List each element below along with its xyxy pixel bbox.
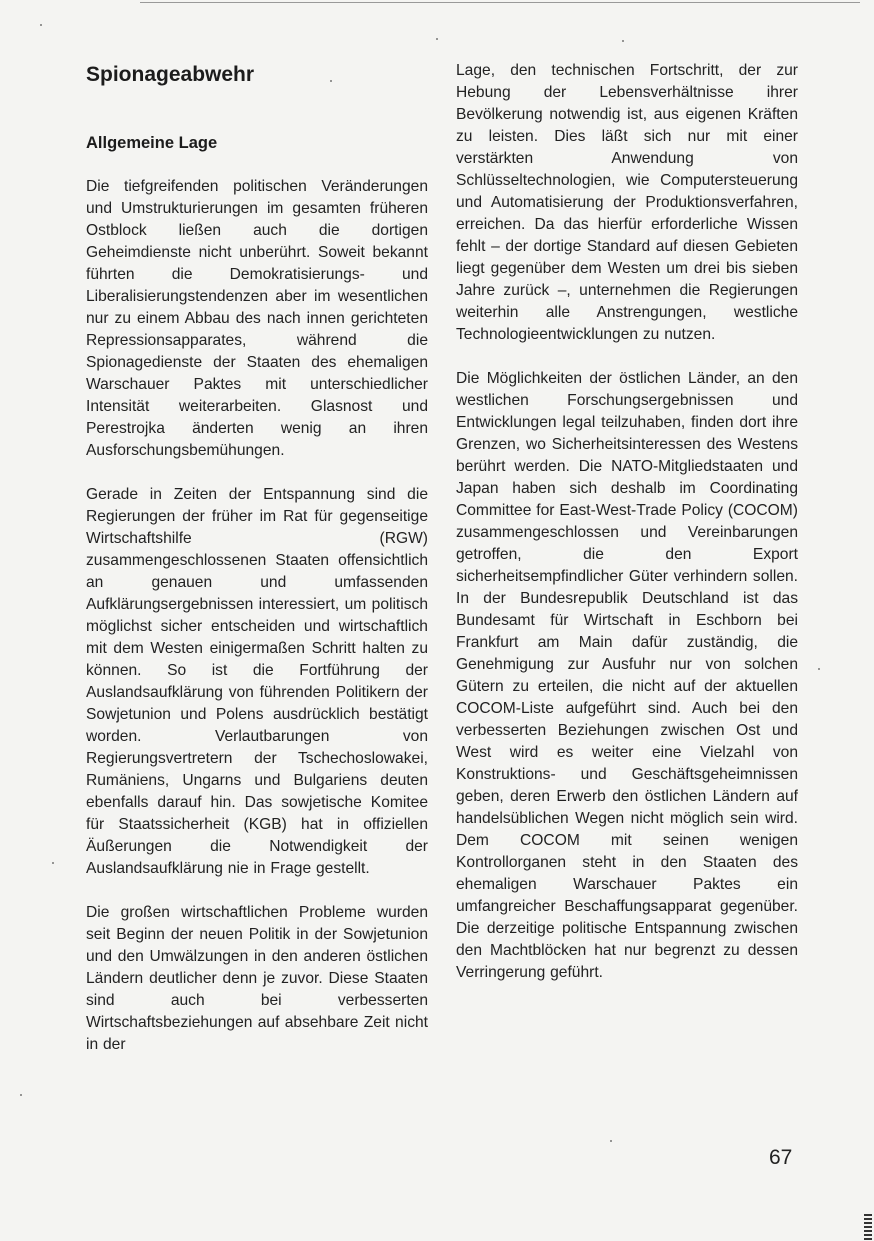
body-paragraph: Die großen wirtschaftlichen Probleme wurden seit Beginn der neuen Politik in der Sowjetunion und den Umwälzungen in den anderen östlichen Ländern deutlicher denn je zuvor. Diese Staaten sind auch bei verbesserten Wirtschaftsbeziehungen auf absehbare Zeit nicht in der <box>86 904 428 1053</box>
scan-speck <box>436 38 438 40</box>
scan-speck <box>52 862 54 864</box>
section-heading: Spionageabwehr <box>86 63 255 86</box>
subsection-heading: Allgemeine Lage <box>86 134 218 152</box>
body-paragraph: Die tiefgreifenden politischen Veränderungen und Umstrukturierungen im gesamten früheren Ostblock ließen auch die dortigen Geheimdienste nicht unberührt. Soweit bekannt führten die Demokratisierungs- und Liberalisierungstendenzen aber im wesentlichen nur zu einem Abbau des nach innen gerichteten Repressionsapparates, während die Spionagedienste der Staaten des ehemaligen Warschauer Paktes mit unterschiedlicher Intensität weiterarbeiten. Glasnost und Perestrojka änderten wenig an ihren Ausforschungsbemühungen. <box>86 178 428 459</box>
scan-speck <box>818 668 820 670</box>
scan-speck <box>622 40 624 42</box>
body-paragraph: Gerade in Zeiten der Entspannung sind die Regierungen der früher im Rat für gegenseitige Wirtschaftshilfe (RGW) zusammengeschlossenen Staaten offensichtlich an genauen und umfassenden Aufklärungsergebnissen interessiert, um politisch möglichst sicher entscheiden und wirtschaftlich mit dem Westen einigermaßen Schritt halten zu können. So ist die Fortführung der Auslandsaufklärung von führenden Politikern der Sowjetunion und Polens ausdrücklich bestätigt worden. Verlautbarungen von Regierungsvertretern der Tschechoslowakei, Rumäniens, Ungarns und Bulgariens deuten ebenfalls darauf hin. Das sowjetische Komitee für Staatssicherheit (KGB) hat in offiziellen Äußerungen die Notwendigkeit der Auslandsaufklärung nie in Frage gestellt. <box>86 486 428 877</box>
page-number: 67 <box>769 1146 793 1169</box>
scan-speck <box>330 80 332 82</box>
left-column <box>86 60 428 1056</box>
scan-edge-mark <box>864 1214 872 1240</box>
scan-speck <box>610 1140 612 1142</box>
right-column <box>456 60 798 984</box>
body-paragraph-continued: Lage, den technischen Fortschritt, der zur Hebung der Lebensverhältnisse ihrer Bevölkerung notwendig ist, aus eigenen Kräften zu leisten. Dies läßt sich nur mit einer verstärkten Anwendung von Schlüsseltechnologien, wie Computersteuerung und Automatisierung der Produktionsverfahren, erreichen. Da das hierfür erforderliche Wissen fehlt – der dortige Standard auf diesen Gebieten liegt gegenüber dem Westen um drei bis sieben Jahre zurück –, unternehmen die Regierungen weiterhin alle Anstrengungen, westliche Technologieentwicklungen zu nutzen. <box>456 62 798 343</box>
scan-speck <box>20 1094 22 1096</box>
scan-speck <box>40 24 42 26</box>
top-rule <box>140 2 860 3</box>
body-paragraph: Die Möglichkeiten der östlichen Länder, an den westlichen Forschungsergebnissen und Entwicklungen legal teilzuhaben, finden dort ihre Grenzen, wo Sicherheitsinteressen des Westens berührt werden. Die NATO-Mitgliedstaaten und Japan haben sich deshalb im Coordinating Committee for East-West-Trade Policy (COCOM) zusammengeschlossen und Vereinbarungen getroffen, die den Export sicherheitsempfindlicher Güter verhindern sollen. In der Bundesrepublik Deutschland ist das Bundesamt für Wirtschaft in Eschborn bei Frankfurt am Main dafür zuständig, die Genehmigung zur Ausfuhr nur von solchen Gütern zu erteilen, die nicht auf der aktuellen COCOM-Liste aufgeführt sind. Auch bei den verbesserten Beziehungen zwischen Ost und West wird es weiter eine Vielzahl von Konstruktions- und Geschäftsgeheimnissen geben, deren Erwerb den östlichen Ländern auf handelsüblichen Wegen nicht möglich sein wird. Dem COCOM mit seinen wenigen Kontrollorganen steht in den Staaten des ehemaligen Warschauer Paktes ein umfangreicher Beschaffungsapparat gegenüber. Die derzeitige politische Entspannung zwischen den Machtblöcken hat nur begrenzt zu dessen Verringerung geführt. <box>456 370 798 981</box>
